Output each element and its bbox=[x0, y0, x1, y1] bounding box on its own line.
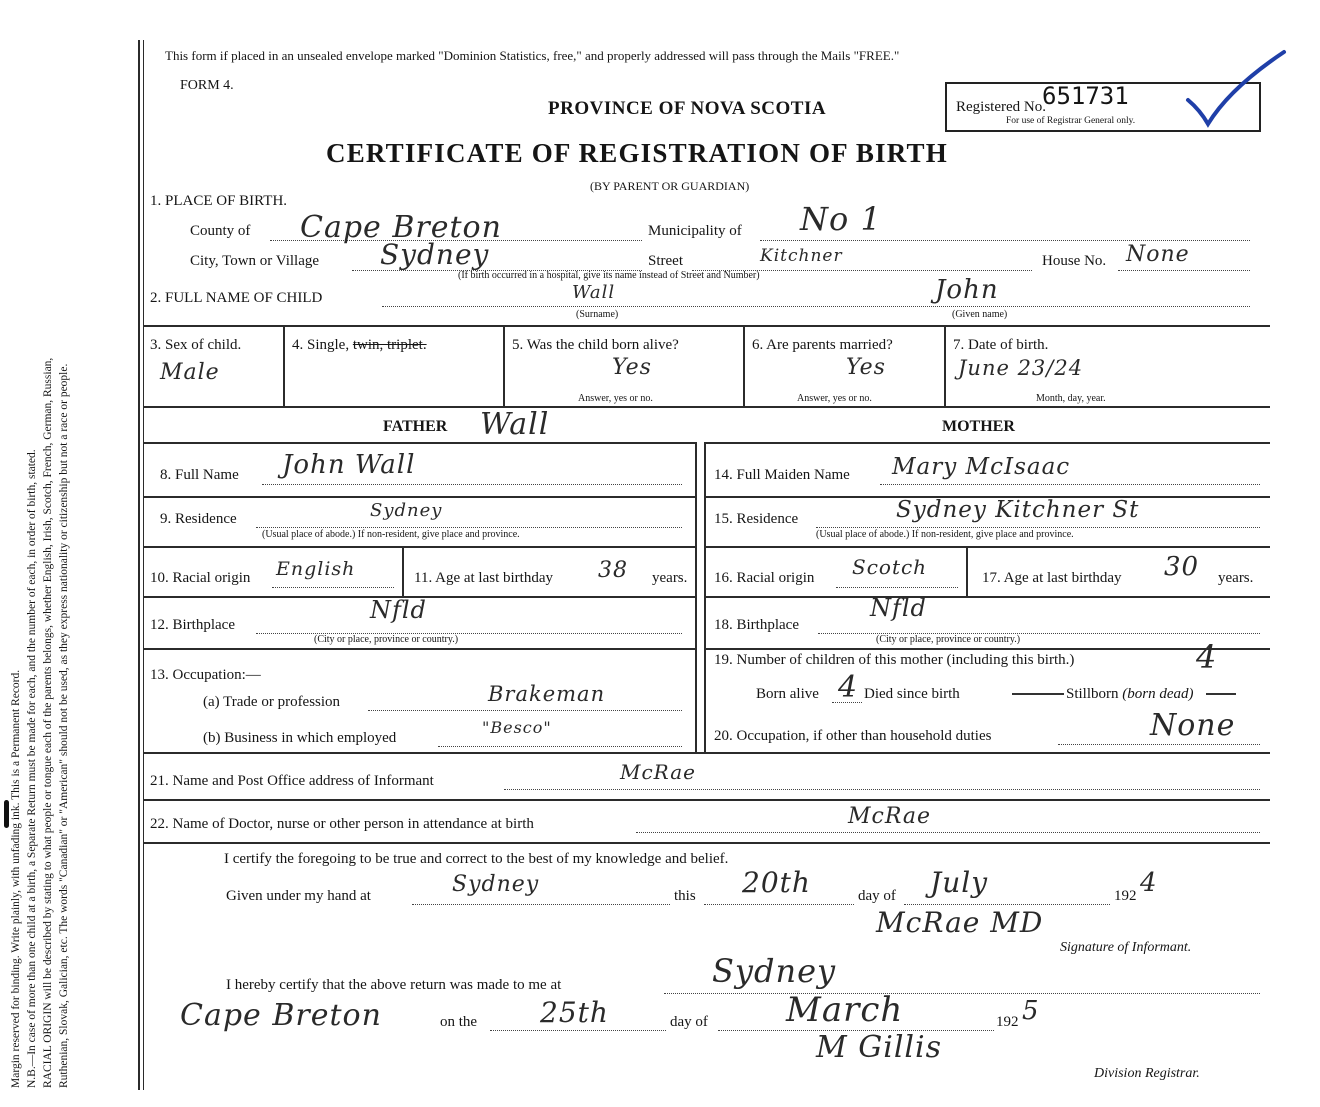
father-heading-hw: Wall bbox=[480, 407, 550, 442]
trade-value: Brakeman bbox=[488, 682, 606, 706]
business-value: "Besco" bbox=[482, 718, 552, 737]
mother-age-value: 30 bbox=[1164, 552, 1200, 582]
municipality-line bbox=[760, 240, 1250, 241]
this-label: this bbox=[674, 888, 696, 904]
married-label: 6. Are parents married? bbox=[752, 337, 893, 353]
street-label: Street bbox=[648, 253, 683, 269]
mother-race-label: 16. Racial origin bbox=[714, 570, 815, 586]
registrar-day-line bbox=[490, 1030, 666, 1031]
single-label-a: 4. Single, bbox=[292, 337, 353, 353]
married-caption: Answer, yes or no. bbox=[797, 393, 872, 404]
surname-caption: (Surname) bbox=[576, 309, 619, 320]
mother-heading: MOTHER bbox=[942, 418, 1015, 435]
married-value: Yes bbox=[846, 355, 886, 380]
hospital-note: (If birth occurred in a hospital, give its name instead of Street and Number) bbox=[458, 270, 760, 281]
place-of-birth-heading: 1. PLACE OF BIRTH. bbox=[150, 193, 288, 209]
divider bbox=[144, 799, 1270, 801]
father-age-value: 38 bbox=[598, 558, 628, 583]
doctor-value: McRae bbox=[848, 804, 932, 829]
mother-occupation-value: None bbox=[1150, 708, 1236, 743]
child-name-label: 2. FULL NAME OF CHILD bbox=[150, 290, 323, 306]
margin-note-line: RACIAL ORIGIN will be described by stating to what people or tongue each of the parents belongs, whether English, Irish, Scotch, French, German, Russian, bbox=[42, 357, 54, 1088]
father-name-label: 8. Full Name bbox=[160, 467, 239, 483]
registrar-year-value: 5 bbox=[1022, 996, 1040, 1026]
stillborn-label bbox=[1066, 686, 1194, 703]
trade-label: (a) Trade or profession bbox=[203, 694, 341, 710]
binding-hole-mark bbox=[4, 800, 9, 828]
dob-value: June 23/24 bbox=[958, 356, 1084, 380]
checkmark-icon bbox=[1180, 48, 1290, 138]
divider bbox=[283, 327, 285, 407]
divider bbox=[144, 842, 1270, 844]
divider bbox=[503, 327, 505, 407]
province-heading: PROVINCE OF NOVA SCOTIA bbox=[548, 98, 827, 119]
child-name-line bbox=[382, 306, 1250, 307]
business-line bbox=[438, 746, 682, 747]
mother-name-label: 14. Full Maiden Name bbox=[714, 467, 850, 483]
divider bbox=[944, 327, 946, 407]
mother-occupation-line bbox=[1058, 744, 1260, 745]
given-place-value: Sydney bbox=[452, 872, 540, 897]
mother-age-label: 17. Age at last birthday bbox=[982, 570, 1122, 586]
month-value: July bbox=[930, 866, 989, 899]
father-residence-caption: (Usual place of abode.) If non-resident, give place and province. bbox=[262, 529, 520, 540]
informant-line bbox=[504, 789, 1260, 790]
mother-birthplace-value: Nfld bbox=[870, 594, 927, 622]
divider bbox=[743, 327, 745, 407]
certify-statement: I certify the foregoing to be true and correct to the best of my knowledge and belief. bbox=[224, 851, 729, 867]
registration-label: Registered No. bbox=[956, 99, 1046, 115]
divider bbox=[144, 325, 1270, 327]
father-name-value: John Wall bbox=[282, 450, 416, 480]
given-label: Given under my hand at bbox=[226, 888, 371, 904]
city-label: City, Town or Village bbox=[190, 253, 320, 269]
mother-name-value: Mary McIsaac bbox=[892, 454, 1071, 480]
divider bbox=[144, 752, 1270, 754]
registrar-place-line bbox=[664, 993, 1260, 994]
informant-label: 21. Name and Post Office address of Informant bbox=[150, 773, 434, 789]
sex-label: 3. Sex of child. bbox=[150, 337, 242, 353]
dob-caption: Month, day, year. bbox=[1036, 393, 1106, 404]
father-birthplace-label: 12. Birthplace bbox=[150, 617, 235, 633]
month-line bbox=[904, 904, 1110, 905]
divider bbox=[144, 406, 1270, 408]
house-value: None bbox=[1126, 242, 1190, 267]
dob-label: 7. Date of birth. bbox=[953, 337, 1049, 353]
registrar-month-value: March bbox=[786, 990, 904, 1030]
registration-number: 651731 bbox=[1042, 82, 1129, 110]
margin-note-line: Ruthenian, Slovak, Galician, etc. The words "Canadian" or "American" should not be used, as they express nationality or citizenship but not a race or people. bbox=[58, 363, 70, 1088]
top-notice: This form if placed in an unsealed envelope marked "Dominion Statistics, free," and properly addressed will pass through the Mails "FREE." bbox=[165, 48, 900, 63]
mother-race-value: Scotch bbox=[852, 555, 928, 579]
house-line bbox=[1118, 270, 1250, 271]
child-given-name: John bbox=[935, 275, 999, 305]
single-label bbox=[292, 337, 427, 354]
mother-residence-caption: (Usual place of abode.) If non-resident, give place and province. bbox=[816, 529, 1074, 540]
mother-residence-line bbox=[816, 527, 1260, 528]
margin-rule bbox=[138, 40, 140, 1090]
father-residence-label: 9. Residence bbox=[160, 511, 237, 527]
page-title: CERTIFICATE OF REGISTRATION OF BIRTH bbox=[326, 138, 948, 168]
subtitle: (BY PARENT OR GUARDIAN) bbox=[590, 179, 750, 193]
registrar-day-of-label: day of bbox=[670, 1014, 708, 1030]
born-alive-label: 5. Was the child born alive? bbox=[512, 337, 679, 353]
father-birthplace-value: Nfld bbox=[370, 596, 427, 624]
divider bbox=[144, 496, 695, 498]
died-label: Died since birth bbox=[864, 686, 960, 702]
mother-occupation-label: 20. Occupation, if other than household duties bbox=[714, 728, 992, 744]
single-label-b: twin, triplet. bbox=[352, 337, 427, 353]
born-alive-caption: Answer, yes or no. bbox=[578, 393, 653, 404]
divider bbox=[706, 596, 1270, 598]
on-the-label: on the bbox=[440, 1014, 478, 1030]
informant-value: McRae bbox=[620, 760, 696, 784]
father-name-line bbox=[262, 484, 682, 485]
registrar-statement: I hereby certify that the above return was made to me at bbox=[226, 977, 562, 993]
margin-notes bbox=[8, 28, 72, 1088]
father-residence-line bbox=[256, 527, 682, 528]
father-residence-value: Sydney bbox=[370, 500, 443, 521]
registrar-place-value: Sydney bbox=[712, 952, 837, 990]
mother-birthplace-label: 18. Birthplace bbox=[714, 617, 799, 633]
street-value: Kitchner bbox=[760, 246, 843, 266]
father-age-unit: years. bbox=[652, 570, 688, 586]
day-line bbox=[704, 904, 854, 905]
father-heading: FATHER bbox=[383, 418, 448, 435]
doctor-label: 22. Name of Doctor, nurse or other person in attendance at birth bbox=[150, 816, 534, 832]
mother-residence-value: Sydney Kitchner St bbox=[896, 497, 1140, 523]
divider bbox=[402, 548, 404, 596]
business-label: (b) Business in which employed bbox=[203, 730, 397, 746]
divider bbox=[706, 546, 1270, 548]
informant-signature-label: Signature of Informant. bbox=[1060, 940, 1192, 955]
doctor-line bbox=[636, 832, 1260, 833]
divider bbox=[144, 442, 695, 444]
city-value: Sydney bbox=[380, 238, 490, 271]
given-caption: (Given name) bbox=[952, 309, 1008, 320]
given-place-line bbox=[412, 904, 670, 905]
child-surname: Wall bbox=[572, 282, 616, 303]
divider bbox=[966, 548, 968, 596]
registrar-county-value: Cape Breton bbox=[180, 998, 382, 1033]
margin-rule bbox=[143, 40, 144, 1090]
registrar-day-value: 25th bbox=[540, 996, 609, 1029]
sex-value: Male bbox=[160, 360, 220, 385]
municipality-label: Municipality of bbox=[648, 223, 742, 239]
registrar-signature-label: Division Registrar. bbox=[1094, 1066, 1200, 1081]
column-divider bbox=[695, 442, 697, 752]
form-number: FORM 4. bbox=[180, 78, 234, 93]
father-age-label: 11. Age at last birthday bbox=[414, 570, 553, 586]
born-alive-value: Yes bbox=[612, 355, 652, 380]
municipality-value: No 1 bbox=[800, 200, 882, 238]
year-prefix: 192 bbox=[1114, 888, 1137, 904]
day-of-label: day of bbox=[858, 888, 896, 904]
trade-line bbox=[368, 710, 682, 711]
mother-age-unit: years. bbox=[1218, 570, 1254, 586]
mother-name-line bbox=[880, 484, 1260, 485]
mother-born-alive-value: 4 bbox=[838, 670, 859, 705]
mother-birthplace-caption: (City or place, province or country.) bbox=[876, 634, 1021, 645]
stillborn-note: (born dead) bbox=[1122, 686, 1194, 702]
died-dash bbox=[1012, 693, 1064, 695]
house-label: House No. bbox=[1042, 253, 1107, 269]
divider bbox=[144, 648, 695, 650]
day-value: 20th bbox=[742, 866, 811, 899]
father-occupation-label: 13. Occupation:— bbox=[150, 667, 261, 683]
children-count-label: 19. Number of children of this mother (including this birth.) bbox=[714, 652, 1075, 668]
county-value: Cape Breton bbox=[300, 210, 502, 245]
divider bbox=[144, 546, 695, 548]
registrar-year-prefix: 192 bbox=[996, 1014, 1019, 1030]
father-race-label: 10. Racial origin bbox=[150, 570, 251, 586]
informant-signature: McRae MD bbox=[876, 906, 1044, 939]
stillborn-label-text: Stillborn bbox=[1066, 686, 1119, 702]
year-value: 4 bbox=[1140, 868, 1158, 898]
margin-note-line: Margin reserved for binding. Write plainly, with unfading ink. This is a Permanent Record. bbox=[10, 669, 22, 1088]
father-race-value: English bbox=[276, 558, 356, 580]
margin-note-line: N.B.—In case of more than one child at a birth, a Separate Return must be made for each, and the number of each, in order of birth, stated. bbox=[26, 449, 38, 1088]
divider bbox=[706, 442, 1270, 444]
mother-born-alive-label: Born alive bbox=[756, 686, 819, 702]
children-count-value: 4 bbox=[1196, 638, 1218, 676]
father-birthplace-caption: (City or place, province or country.) bbox=[314, 634, 459, 645]
county-label: County of bbox=[190, 223, 251, 239]
registrar-signature: M Gillis bbox=[816, 1030, 942, 1065]
father-race-line bbox=[272, 587, 394, 588]
mother-residence-label: 15. Residence bbox=[714, 511, 799, 527]
mother-race-line bbox=[836, 587, 958, 588]
registration-note: For use of Registrar General only. bbox=[1006, 116, 1136, 126]
stillborn-dash bbox=[1206, 693, 1236, 695]
divider bbox=[706, 648, 1270, 650]
